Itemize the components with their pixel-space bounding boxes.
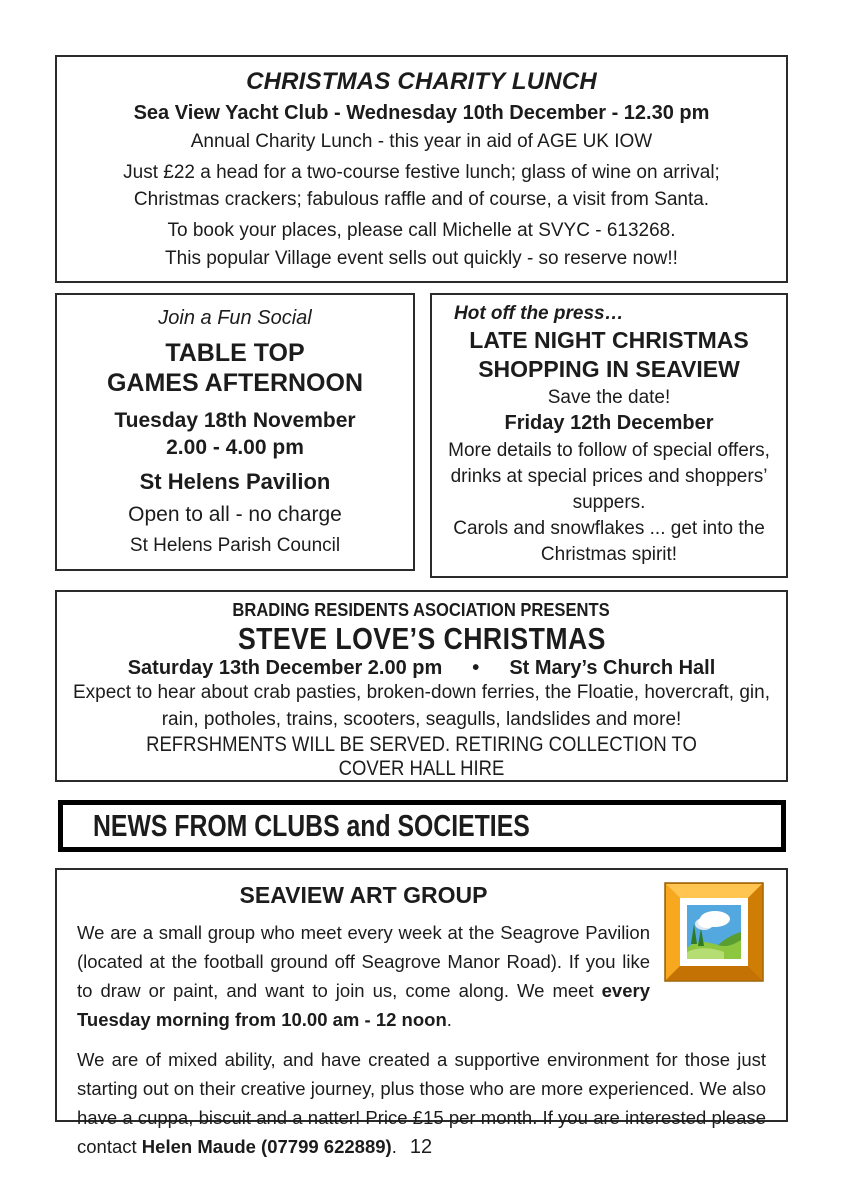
steve-love-when-where — [71, 657, 772, 680]
page-number: 12 — [409, 1136, 433, 1158]
steve-love-box — [55, 590, 788, 782]
late-night-details: More details to follow of special offers, drinks at special prices and shoppers’ suppers. — [448, 440, 770, 513]
art-group-title: SEAVIEW ART GROUP — [239, 882, 488, 908]
steve-love-venue: St Mary’s Church Hall — [509, 657, 716, 679]
art-group-meeting-time: every Tuesday morning from 10.00 am - 12 noon — [77, 979, 650, 1030]
table-top-venue: St Helens Pavilion — [139, 469, 331, 495]
frame-bevel-bottom — [666, 966, 762, 980]
frame-bevel-right — [748, 884, 762, 980]
art-group-contact: Helen Maude (07799 622889) — [141, 1136, 392, 1158]
charity-lunch-cause: Annual Charity Lunch - this year in aid of AGE UK IOW — [190, 130, 653, 152]
table-top-title: TABLE TOP GAMES AFTERNOON — [106, 338, 364, 398]
framed-painting-image — [664, 882, 764, 982]
table-top-admission: Open to all - no charge — [128, 503, 342, 527]
table-top-games-box — [55, 293, 415, 571]
late-night-shopping-box — [430, 293, 788, 578]
frame-bevel-left — [666, 884, 680, 980]
late-night-kicker: Hot off the press… — [454, 303, 624, 325]
charity-lunch-subtitle: Sea View Yacht Club - Wednesday 10th December - 12.30 pm — [133, 101, 710, 124]
art-group-paragraph-1: We are a small group who meet every week at the Seagrove Pavilion (located at the football ground off Seagrove Manor Road). If you like to draw or paint, and want to join us, come along. We meet every Tuesday morning from 10.00 am - 12 noon. — [77, 922, 650, 1030]
section-banner — [58, 800, 786, 852]
table-top-datetime: Tuesday 18th November 2.00 - 4.00 pm — [114, 408, 356, 460]
late-night-save-date: Save the date! Friday 12th December — [504, 386, 714, 435]
charity-lunch-booking: To book your places, please call Michelle at SVYC - 613268. — [167, 220, 676, 242]
table-top-organiser: St Helens Parish Council — [129, 534, 341, 556]
steve-love-title: STEVE LOVE’S CHRISTMAS — [237, 621, 606, 656]
art-group-paragraph-2: We are of mixed ability, and have created a supportive environment for those just starting out on their creative journey, plus those who are more experienced. We also have a cuppa, biscuit and a natter! Price £15 per month. If you are interested please contact Helen Maude (07799 622889). — [77, 1049, 766, 1158]
bullet-separator: • — [472, 657, 480, 679]
steve-love-description: Expect to hear about crab pasties, broken-down ferries, the Floatie, hovercraft, gin, rain, potholes, trains, scooters, seagulls, landslides and more! — [72, 682, 771, 730]
framed-painting-icon — [664, 882, 764, 982]
art-group-box — [55, 868, 788, 1158]
two-column-row — [55, 293, 788, 578]
late-night-title: LATE NIGHT CHRISTMAS SHOPPING IN SEAVIEW — [469, 327, 749, 383]
steve-love-datetime: Saturday 13th December 2.00 pm — [127, 657, 443, 679]
charity-lunch-details: Just £22 a head for a two-course festive lunch; glass of wine on arrival; Christmas crackers; fabulous raffle and of course, a visit from Santa. — [123, 161, 720, 211]
frame-bevel-top — [666, 884, 762, 898]
charity-lunch-closing: This popular Village event sells out quickly - so reserve now!! — [165, 248, 678, 269]
steve-love-presenter: BRADING RESIDENTS ASOCIATION PRESENTS — [232, 600, 611, 620]
charity-lunch-box — [55, 55, 788, 283]
table-top-intro: Join a Fun Social — [158, 306, 312, 329]
cloud-icon-small — [698, 916, 716, 928]
late-night-date: Friday 12th December — [504, 412, 714, 435]
late-night-closing: Carols and snowflakes ... get into the Christmas spirit! — [453, 518, 765, 565]
charity-lunch-title: CHRISTMAS CHARITY LUNCH — [246, 67, 597, 95]
section-banner-title: NEWS FROM CLUBS and SOCIETIES — [93, 808, 530, 843]
steve-love-footer: REFRSHMENTS WILL BE SERVED. RETIRING COLLECTION TO COVER HALL HIRE — [146, 733, 697, 781]
